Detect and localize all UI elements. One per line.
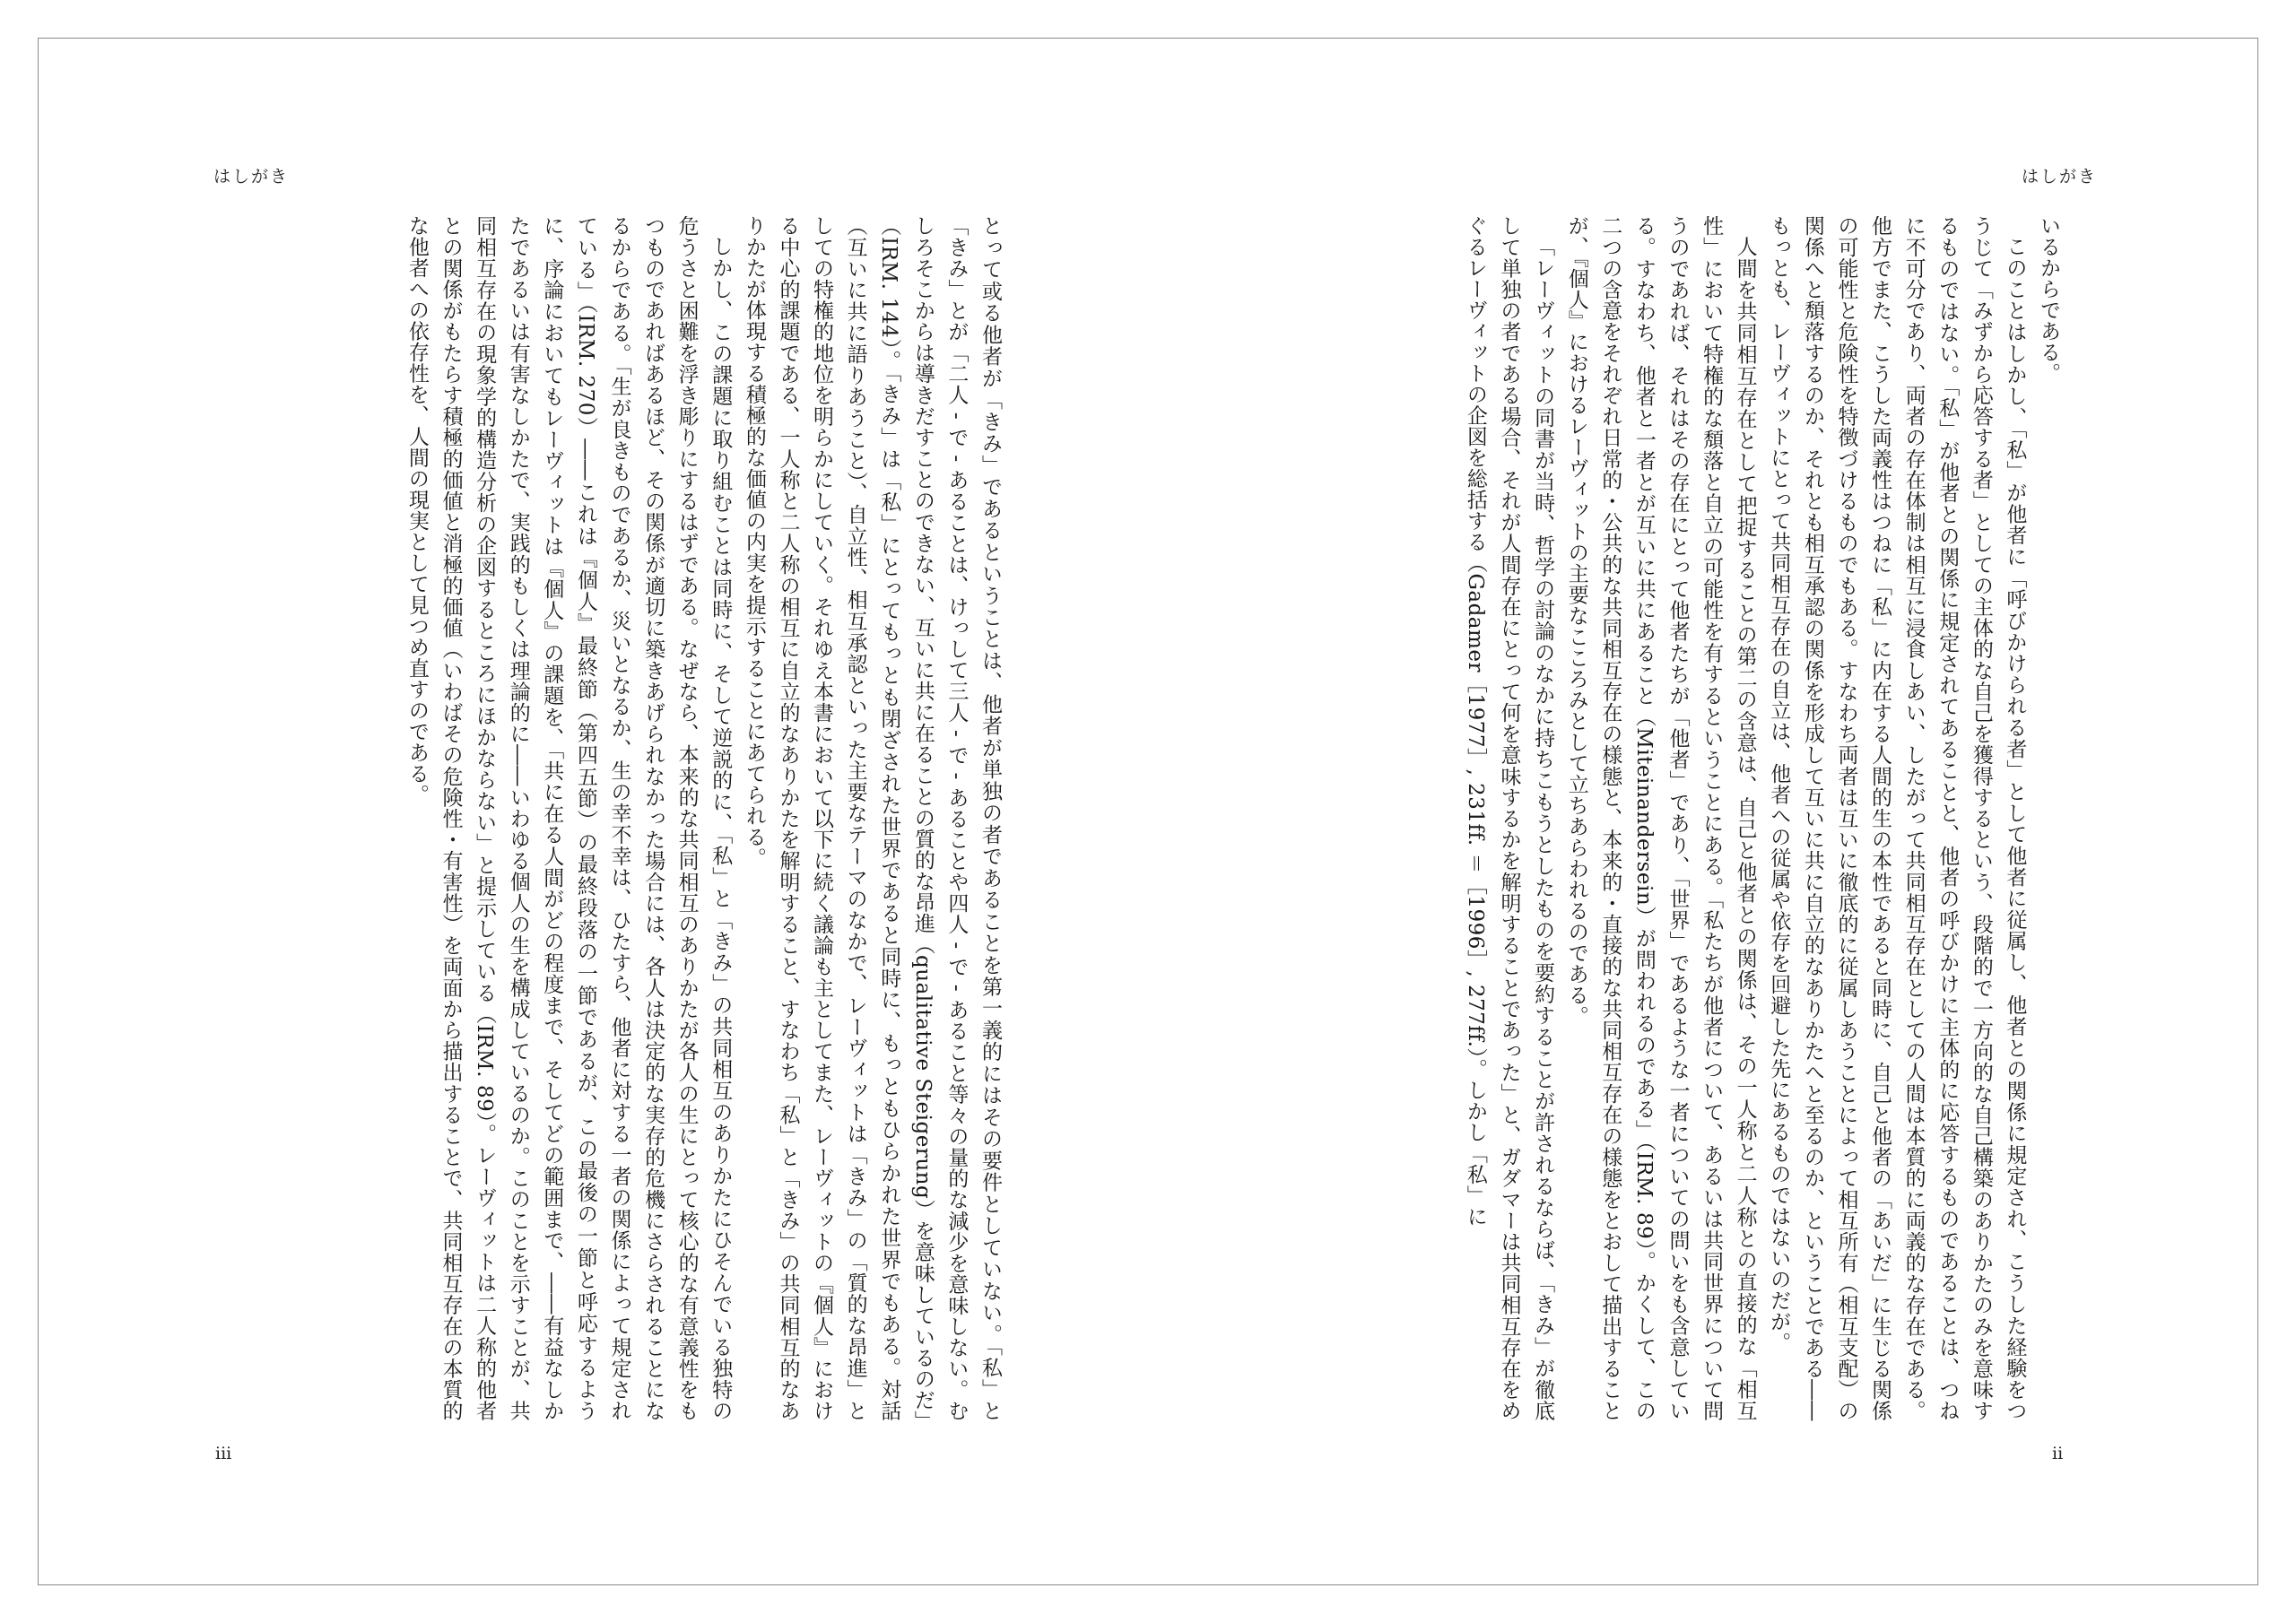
paragraph: このことはしかし、「私」が他者に「呼びかけられる者」として他者に従属し、他者との関係に規定され、こうした経験をつうじて「みずから応答する者」としての主体的な自己を獲得するという、段階的で一方向的な自己構築のありかたのみを意味するものではない。「私」が他者との関係に規定されてあることと、他者の呼びかけに主体的に応答するものであることは、つねに不可分であり、両者の存在体制は相互に浸食しあい、したがって共同相互存在としての人間は本質的に両義的な存在である。他方でまた、こうした両義性はつねに「私」に内在する人間的生の本性であると同時に、自己と他者の「あいだ」に生じる関係の可能性と危険性を特徴づけるものでもある。すなわち両者は互いに徹底的に従属しあうことによって相互所有（相互支配）の関係へと頽落するのか、それとも相互承認の関係を形成して互いに共に自立的なありかたへと至るのか、ということである――もっとも、レーヴィットにとって共同相互存在の自立は、他者への従属や依存を回避した先にあるものではないのだが。	[1767, 215, 2027, 1422]
left-page-body	[199, 215, 1006, 1421]
right-page	[1148, 0, 2296, 1623]
page-number: iii	[215, 1444, 232, 1463]
running-head: はしがき	[2022, 167, 2098, 187]
page-number: ii	[2052, 1444, 2064, 1463]
paragraph: 「レーヴィットの同書が当時、哲学の討論のなかに持ちこもうとしたものを要約することが許されるならば、「きみ」が徹底して単独の者である場合、それが人間存在にとって何を意味するかを解明することであった」と、ガダマーは共同相互存在をめぐるレーヴィットの企図を総括する（Gadamer［1977］, 231ff. ＝［1996］, 277ff.）。しかし「私」に	[1463, 215, 1555, 1421]
paragraph: とって或る他者が「きみ」であるということは、他者が単独の者であることを第一義的にはその要件としていない。「私」と「きみ」とが「二人 - で - あることは、けっして三人 - で - あることや四人 - で - あること等々の量的な減少を意味しない。むしろそこからは導きだすことのできない、互いに共に在ることの質的な昂進（qualitative Steigerung）を意味しているのだ」（IRM. 144）。「きみ」は「私」にとってもっとも閉ざされた世界であると同時に、もっともひらかれた世界でもある。対話（互いに共に語りあうこと）、自立性、相互承認といった主要なテーマのなかで、レーヴィットは「きみ」の「質的な昂進」としての特権的地位を明らかにしていく。それゆえ本書において以下に続く議論も主としてまた、レーヴィットの『個人』における中心的課題である、一人称と二人称の相互に自立的なありかたを解明すること、すなわち「私」と「きみ」の共同相互的なありかたが体現する積極的な価値の内実を提示することにあてられる。	[742, 215, 1002, 1422]
running-head: はしがき	[213, 167, 290, 187]
paragraph: いるからである。	[2037, 215, 2060, 384]
paragraph: 人間を共同相互存在として把捉することの第二の含意は、自己と他者との関係は、その一人称と二人称との直接的な「相互性」において特権的な頽落と自立の可能性を有するということにある。「私たちが他者について、あるいは共同世界について問うのであれば、それはその存在にとって他者たちが「他者」であり、「世界」であるような一者についての問いをも含意している。すなわち、他者と一者とが互いに共にあること（Miteinandersein）が問われるのである」（IRM. 89）。かくして、この二つの含意をそれぞれ日常的・公共的な共同相互存在の様態と、本来的・直接的な共同相互存在の様態をとおして描出することが、『個人』におけるレーヴィットの主要なこころみとして立ちあらわれるのである。	[1564, 215, 1757, 1421]
paragraph: しかし、この課題に取り組むことは同時に、そして逆説的に、「私」と「きみ」の共同相互のありかたにひそんでいる独特の危うさと困難を浮き彫りにするはずである。なぜなら、本来的な共同相互のありかたが各人の生にとって核心的な有意義性をもつものであればあるほど、その関係が適切に築きあげられなかった場合には、各人は決定的な実存的危機にさらされることになるからである。「生が良きものであるか、災いとなるか、生の幸不幸は、ひたすら、他者に対する一者の関係によって規定されている」（IRM. 270）――これは『個人』最終節（第四五節）の最終段落の一節であるが、この最後の一節と呼応するように、序論においてもレーヴィットは『個人』の課題を、「共に在る人間がどの程度まで、そしてどの範囲まで、――有益なしかたであるいは有害なしかたで、実践的もしくは理論的に――いわゆる個人の生を構成しているのか。このことを示すことが、共同相互存在の現象学的構造分析の企図するところにほかならない」と提示している（IRM. 89）。レーヴィットは二人称的他者との関係がもたらす積極的価値と消極的価値（いわばその危険性・有害性）を両面から描出することで、共同相互存在の本質的な他者への依存性を、人間の現実として見つめ直すのである。	[404, 215, 733, 1422]
right-page-body	[1274, 215, 2065, 1421]
